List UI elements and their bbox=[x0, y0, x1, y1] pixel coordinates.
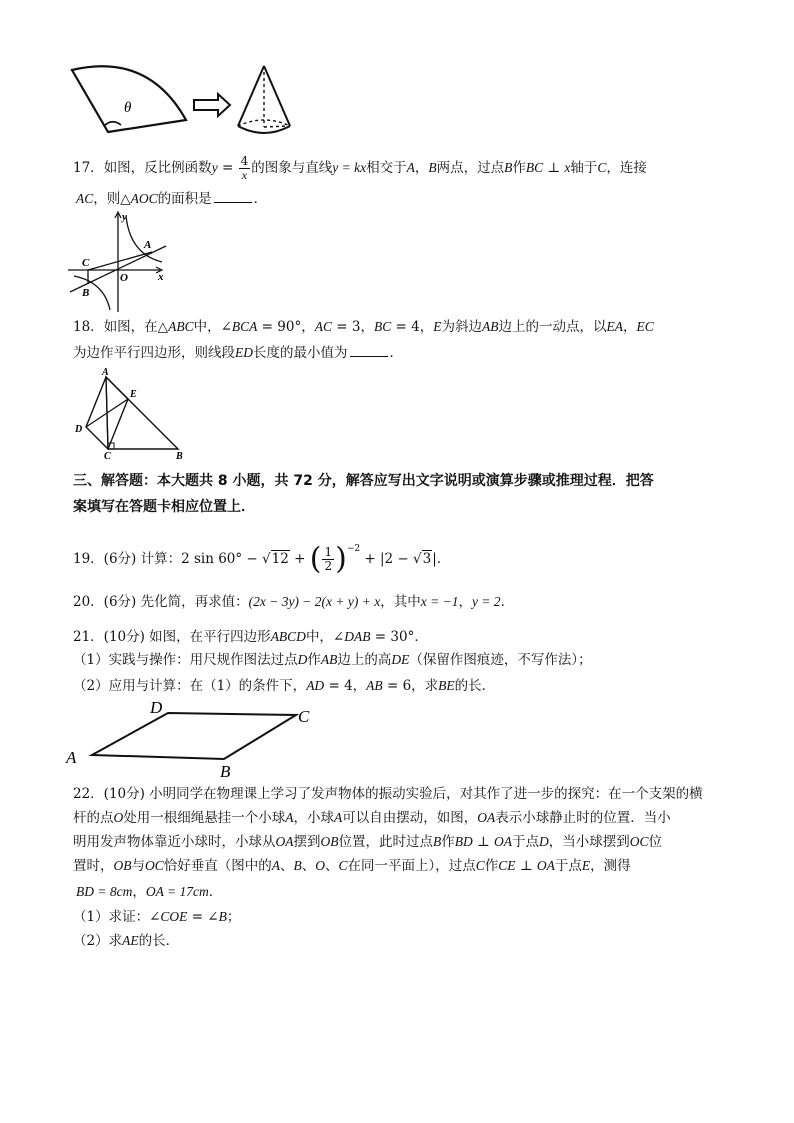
q18-label-b: B bbox=[176, 451, 183, 460]
q22-part-1: （1）求证：∠COE = ∠B； bbox=[73, 909, 241, 925]
q20-line: 20．(6分) 先化简，再求值：(2x − 3y) − 2(x + y) + x，其中x = −1，y = 2． bbox=[73, 594, 515, 610]
q18-label-a: A bbox=[102, 367, 109, 378]
q17-line-1: 17．如图，反比例函数y = $\frac{4}{x}$ 的图象与直线y = kx相交于A，B两点，过点B作BC ⊥ x轴于C，连接 bbox=[73, 154, 647, 182]
q21-line-1: 21．(10分) 如图，在平行四边形ABCD中，∠DAB = 30°． bbox=[73, 629, 428, 645]
sector-cone-figure bbox=[68, 60, 298, 140]
q21-label-b: B bbox=[220, 762, 231, 781]
sector-angle-arc bbox=[104, 122, 121, 126]
q21-parallelogram-figure bbox=[60, 697, 330, 782]
q22-line-2: 杆的点O处用一根细绳悬挂一个小球A，小球A可以自由摆动，如图，OA表示小球静止时的位置．当小 bbox=[73, 810, 671, 826]
q17-fraction: $\frac{4}{x}$ bbox=[240, 154, 249, 182]
q21-label-c: C bbox=[298, 707, 310, 726]
q17-label-b: B bbox=[82, 287, 90, 299]
q18-label-e: E bbox=[130, 389, 137, 400]
q21-label-a: A bbox=[66, 748, 77, 767]
q19-sqrt-12: √12 bbox=[262, 551, 289, 567]
q18-label-c: C bbox=[104, 451, 111, 460]
sector-theta-label: θ bbox=[124, 100, 132, 116]
q17-hyperbola-figure bbox=[66, 210, 176, 315]
q22-line-5: BD = 8cm，OA = 17cm． bbox=[76, 884, 223, 900]
q18-triangle-figure bbox=[70, 365, 190, 460]
cone-radius bbox=[264, 126, 288, 127]
section-3-heading-line-1: 三、解答题：本大题共 8 小题，共 72 分，解答应写出文字说明或演算步骤或推理过程．把答 bbox=[73, 473, 654, 489]
q21-part-1: （1）实践与操作：用尺规作图法过点D作AB边上的高DE（保留作图痕迹，不写作法）； bbox=[73, 652, 592, 668]
q22-line-1: 22．(10分) 小明同学在物理课上学习了发声物体的振动实验后，对其作了进一步的探究：在一个支架的横 bbox=[73, 786, 703, 802]
q17-segment-ac bbox=[88, 252, 152, 270]
q17-label-c: C bbox=[82, 257, 90, 269]
q17-label-a: A bbox=[144, 239, 152, 251]
q21-parallelogram-abcd bbox=[92, 713, 296, 759]
q19-sqrt-3: √3 bbox=[413, 551, 432, 567]
q19-right-paren: ) bbox=[335, 541, 347, 577]
q18-line-2: 为边作平行四边形，则线段ED长度的最小值为 ． bbox=[73, 342, 403, 363]
q17-label-o: O bbox=[120, 272, 128, 284]
q19-left-paren: ( bbox=[309, 541, 322, 577]
q19-line: 19．(6分) 计算：2 sin 60° − √12 + ( $\frac{1}{2}$ )$^{-2}$ + |2 − √3|． bbox=[73, 541, 451, 577]
q17-label-y: y bbox=[122, 211, 127, 223]
q18-answer-blank[interactable] bbox=[350, 342, 388, 357]
q19-fraction: $\frac{1}{2}$ bbox=[324, 545, 333, 573]
q17-answer-blank[interactable] bbox=[214, 188, 252, 203]
q18-line-1: 18．如图，在△ABC中，∠BCA = 90°，AC = 3，BC = 4，E为斜边AB边上的一动点，以EA，EC bbox=[73, 319, 654, 335]
q21-part-2: （2）应用与计算：在（1）的条件下，AD = 4，AB = 6，求BE的长． bbox=[73, 678, 496, 694]
q17-line-2: AC，则△AOC的面积是 ． bbox=[76, 188, 267, 209]
q18-label-d: D bbox=[75, 424, 83, 435]
q22-part-2: （2）求AE的长． bbox=[73, 933, 180, 949]
q21-label-d: D bbox=[150, 698, 163, 717]
q22-line-4: 置时，OB与OC恰好垂直（图中的A、B、O、C在同一平面上），过点C作CE ⊥ OA于点E，测得 bbox=[73, 858, 631, 874]
cone-base-front bbox=[238, 126, 290, 133]
section-3-heading-line-2: 案填写在答题卡相应位置上． bbox=[73, 499, 255, 515]
q22-line-3: 明用发声物体靠近小球时，小球从OA摆到OB位置，此时过点B作BD ⊥ OA于点D，当小球摆到OC位 bbox=[73, 834, 663, 850]
transform-arrow bbox=[194, 94, 230, 116]
q17-label-x: x bbox=[158, 271, 164, 283]
